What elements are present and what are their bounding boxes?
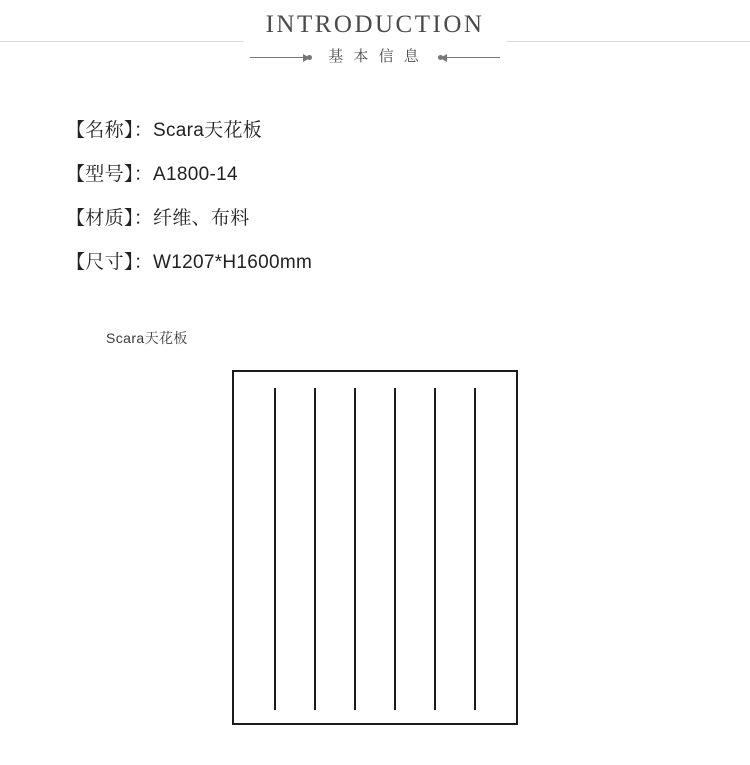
page-subtitle: 基 本 信 息 bbox=[322, 46, 428, 68]
arrow-right-icon bbox=[438, 52, 500, 62]
spec-label-model: 【型号】： bbox=[66, 164, 154, 185]
panel-slat bbox=[314, 388, 316, 710]
spec-value-size: W1207*H1600mm bbox=[153, 252, 313, 273]
specification-list bbox=[0, 118, 750, 276]
spec-label-material: 【材质】： bbox=[66, 208, 154, 229]
panel-slat bbox=[354, 388, 356, 710]
panel-slat bbox=[434, 388, 436, 710]
spec-value-material: 纤维、布料 bbox=[153, 208, 250, 229]
product-panel-illustration bbox=[232, 370, 518, 725]
spec-row bbox=[66, 250, 750, 276]
arrow-left-icon bbox=[250, 52, 312, 62]
panel-slat bbox=[274, 388, 276, 710]
page-title: INTRODUCTION bbox=[244, 8, 507, 42]
spec-value-model: A1800-14 bbox=[153, 164, 238, 185]
product-caption: Scara天花板 bbox=[106, 330, 188, 346]
panel-slat bbox=[474, 388, 476, 710]
spec-label-size: 【尺寸】： bbox=[66, 252, 154, 273]
subtitle-row bbox=[0, 46, 750, 68]
spec-row bbox=[66, 118, 750, 144]
spec-row bbox=[66, 206, 750, 232]
spec-label-name: 【名称】： bbox=[66, 120, 154, 141]
panel-slat bbox=[394, 388, 396, 710]
spec-row bbox=[66, 162, 750, 188]
page-header bbox=[0, 0, 750, 80]
spec-value-name: Scara天花板 bbox=[153, 120, 263, 141]
